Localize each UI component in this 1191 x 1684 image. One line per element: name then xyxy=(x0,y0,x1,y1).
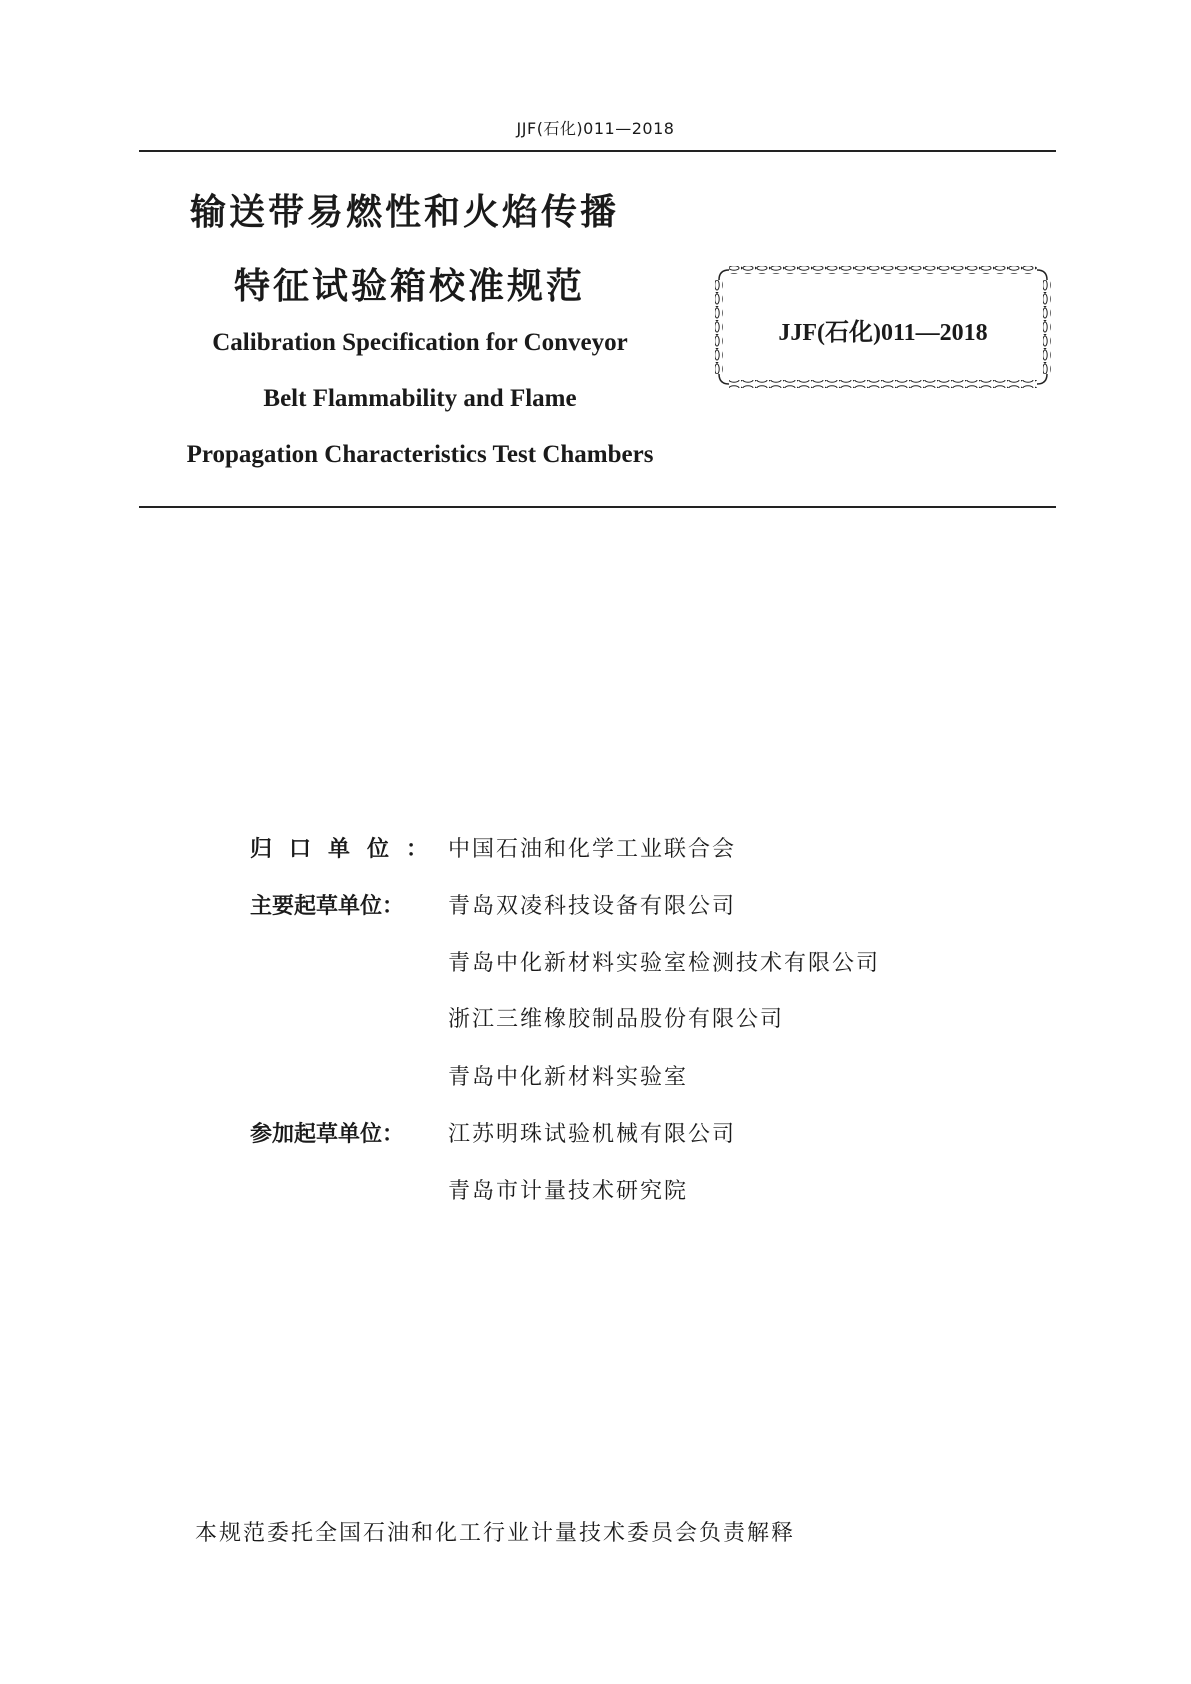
main-drafting-org-2: 青岛中化新材料实验室检测技术有限公司 xyxy=(448,951,881,976)
main-drafting-org-3: 浙江三维橡胶制品股份有限公司 xyxy=(448,1007,785,1032)
title-en-line1: Calibration Specification for Conveyor xyxy=(212,329,628,356)
main-drafting-label: 主要起草单位： xyxy=(250,894,405,919)
responsible-unit-value: 中国石油和化学工业联合会 xyxy=(448,837,737,862)
participating-drafting-label: 参加起草单位： xyxy=(250,1122,405,1147)
participating-org-2: 青岛市计量技术研究院 xyxy=(448,1179,689,1204)
interpretation-note: 本规范委托全国石油和化工行业计量技术委员会负责解释 xyxy=(195,1521,796,1546)
title-zh-line2: 特征试验箱校准规范 xyxy=(234,266,586,307)
standard-code-text: JJF(石化)011—2018 xyxy=(778,320,988,346)
participating-org-1: 江苏明珠试验机械有限公司 xyxy=(448,1122,737,1147)
title-en-line3: Propagation Characteristics Test Chambers xyxy=(186,441,654,468)
title-zh-line1: 输送带易燃性和火焰传播 xyxy=(190,192,620,233)
top-rule xyxy=(139,150,1056,152)
title-en-line2: Belt Flammability and Flame xyxy=(263,385,577,412)
main-drafting-org-1: 青岛双凌科技设备有限公司 xyxy=(448,894,737,919)
title-bottom-rule xyxy=(139,506,1056,508)
main-drafting-org-4: 青岛中化新材料实验室 xyxy=(448,1065,689,1090)
responsible-unit-label: 归口单位： xyxy=(250,837,446,862)
standard-code-box xyxy=(713,264,1053,390)
header-standard-code: JJF(石化)011—2018 xyxy=(516,119,675,138)
